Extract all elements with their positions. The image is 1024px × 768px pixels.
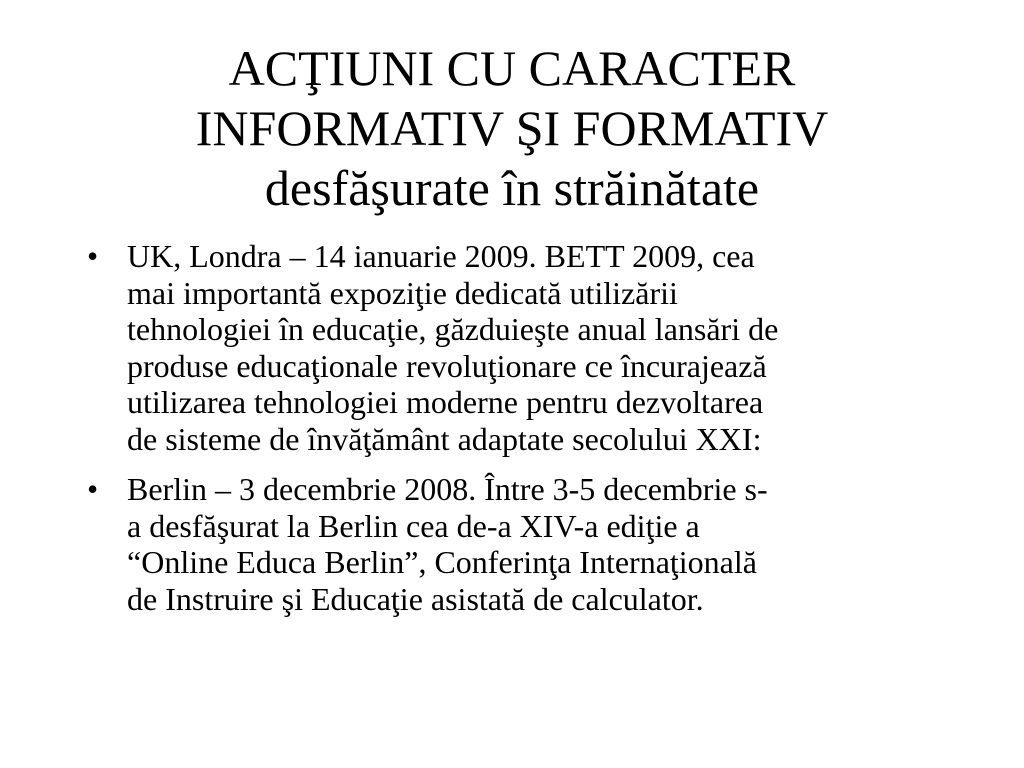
- bullet-text-line: UK, Londra – 14 ianuarie 2009. BETT 2009, cea: [127, 238, 755, 274]
- bullet-text-line: produse educaţionale revoluţionare ce încurajează: [127, 347, 767, 384]
- bullet-icon: •: [87, 238, 99, 274]
- bullet-icon: •: [87, 471, 99, 507]
- bullet-text-line: Berlin – 3 decembrie 2008. Între 3-5 decembrie s-: [127, 471, 768, 507]
- bullet-text-line: mai importantă expoziţie dedicată utilizării: [127, 274, 678, 311]
- title-line: ACŢIUNI CU CARACTER: [228, 40, 796, 96]
- bullet-text-line: de Instruire şi Educaţie asistată de calculator.: [127, 580, 704, 617]
- bullet-list: [80, 238, 950, 631]
- bullet-item-bett-2009: [80, 238, 950, 457]
- bullet-text-line: a desfăşurat la Berlin cea de-a XIV-a ediţie a: [127, 507, 700, 544]
- title-line: INFORMATIV ŞI FORMATIV: [195, 100, 829, 156]
- bullet-text-line: utilizarea tehnologiei moderne pentru dezvoltarea: [127, 384, 764, 420]
- bullet-item-online-educa-berlin: [80, 471, 950, 617]
- bullet-text-line: “Online Educa Berlin”, Conferinţa Internaţională: [127, 544, 757, 580]
- bullet-text-line: de sisteme de învăţământ adaptate secolului XXI:: [127, 420, 762, 457]
- slide-title: [80, 38, 944, 218]
- title-line: desfăşurate în străinătate: [264, 160, 760, 216]
- bullet-text-line: tehnologiei în educaţie, găzduieşte anual lansări de: [127, 311, 779, 347]
